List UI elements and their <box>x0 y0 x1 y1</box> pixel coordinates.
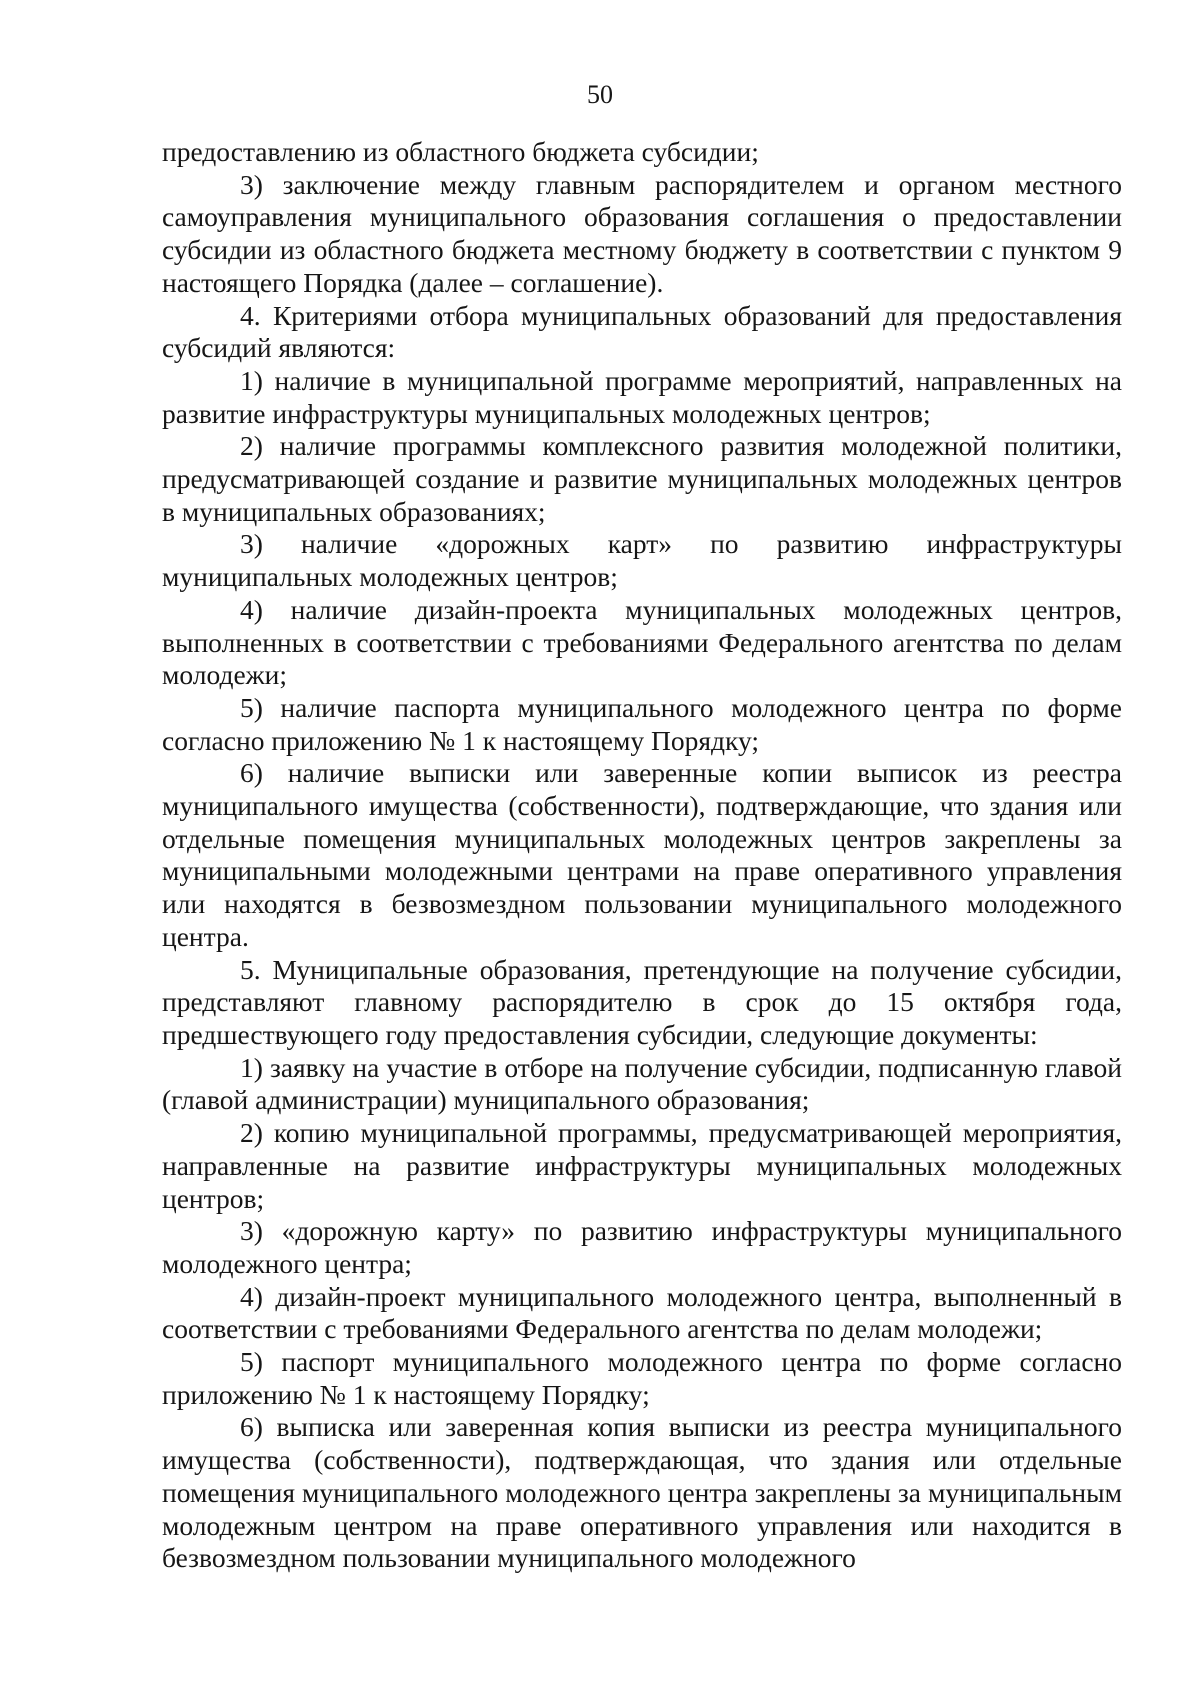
paragraph: 6) наличие выписки или заверенные копии выписок из реестра муниципального имущества (собственности), подтверждающие, что здания или отдельные помещения муниципальных молодежных центров закреплены за муниципальными молодежными центрами на праве оперативного управления или находятся в безвозмездном пользовании муниципального молодежного центра. <box>162 757 1122 952</box>
paragraph: 3) «дорожную карту» по развитию инфраструктуры муниципального молодежного центра; <box>162 1215 1122 1279</box>
paragraph: предоставлению из областного бюджета субсидии; <box>162 136 759 167</box>
paragraph: 1) наличие в муниципальной программе мероприятий, направленных на развитие инфраструктуры муниципальных молодежных центров; <box>162 364 1122 429</box>
document-body <box>162 136 1122 1575</box>
paragraph: 2) наличие программы комплексного развития молодежной политики, предусматривающей создание и развитие муниципальных молодежных центров в муниципальных образованиях; <box>162 430 1122 527</box>
paragraph: 6) выписка или заверенная копия выписки из реестра муниципального имущества (собственности), подтверждающая, что здания или отдельные помещения муниципального молодежного центра закреплены за муниципальным молодежным центром на праве оперативного управления или находится в безвозмездном пользовании муниципального молодежного <box>162 1411 1122 1574</box>
paragraph: 3) заключение между главным распорядителем и органом местного самоуправления муниципального образования соглашения о предоставлении субсидии из областного бюджета местному бюджету в соответствии с пунктом 9 настоящего Порядка (далее – соглашение). <box>162 168 1122 298</box>
page-number: 50 <box>587 80 613 109</box>
paragraph: 5) наличие паспорта муниципального молодежного центра по форме согласно приложению № 1 к настоящему Порядку; <box>162 691 1122 756</box>
paragraph: 5. Муниципальные образования, претендующие на получение субсидии, представляют главному распорядителю в срок до 15 октября года, предшествующего году предоставления субсидии, следующие документы: <box>162 953 1122 1050</box>
paragraph: 5) паспорт муниципального молодежного центра по форме согласно приложению № 1 к настоящему Порядку; <box>162 1346 1122 1410</box>
paragraph: 3) наличие «дорожных карт» по развитию инфраструктуры муниципальных молодежных центров; <box>162 528 1122 593</box>
paragraph: 4. Критериями отбора муниципальных образований для предоставления субсидий являются: <box>162 299 1122 364</box>
paragraph: 2) копию муниципальной программы, предусматривающей мероприятия, направленные на развитие инфраструктуры муниципальных молодежных центров; <box>162 1117 1122 1214</box>
paragraph: 1) заявку на участие в отборе на получение субсидии, подписанную главой (главой администрации) муниципального образования; <box>162 1051 1122 1116</box>
paragraph: 4) дизайн-проект муниципального молодежного центра, выполненный в соответствии с требованиями Федерального агентства по делам молодежи; <box>162 1280 1122 1345</box>
paragraph: 4) наличие дизайн-проекта муниципальных молодежных центров, выполненных в соответствии с требованиями Федерального агентства по делам молодежи; <box>162 593 1122 691</box>
